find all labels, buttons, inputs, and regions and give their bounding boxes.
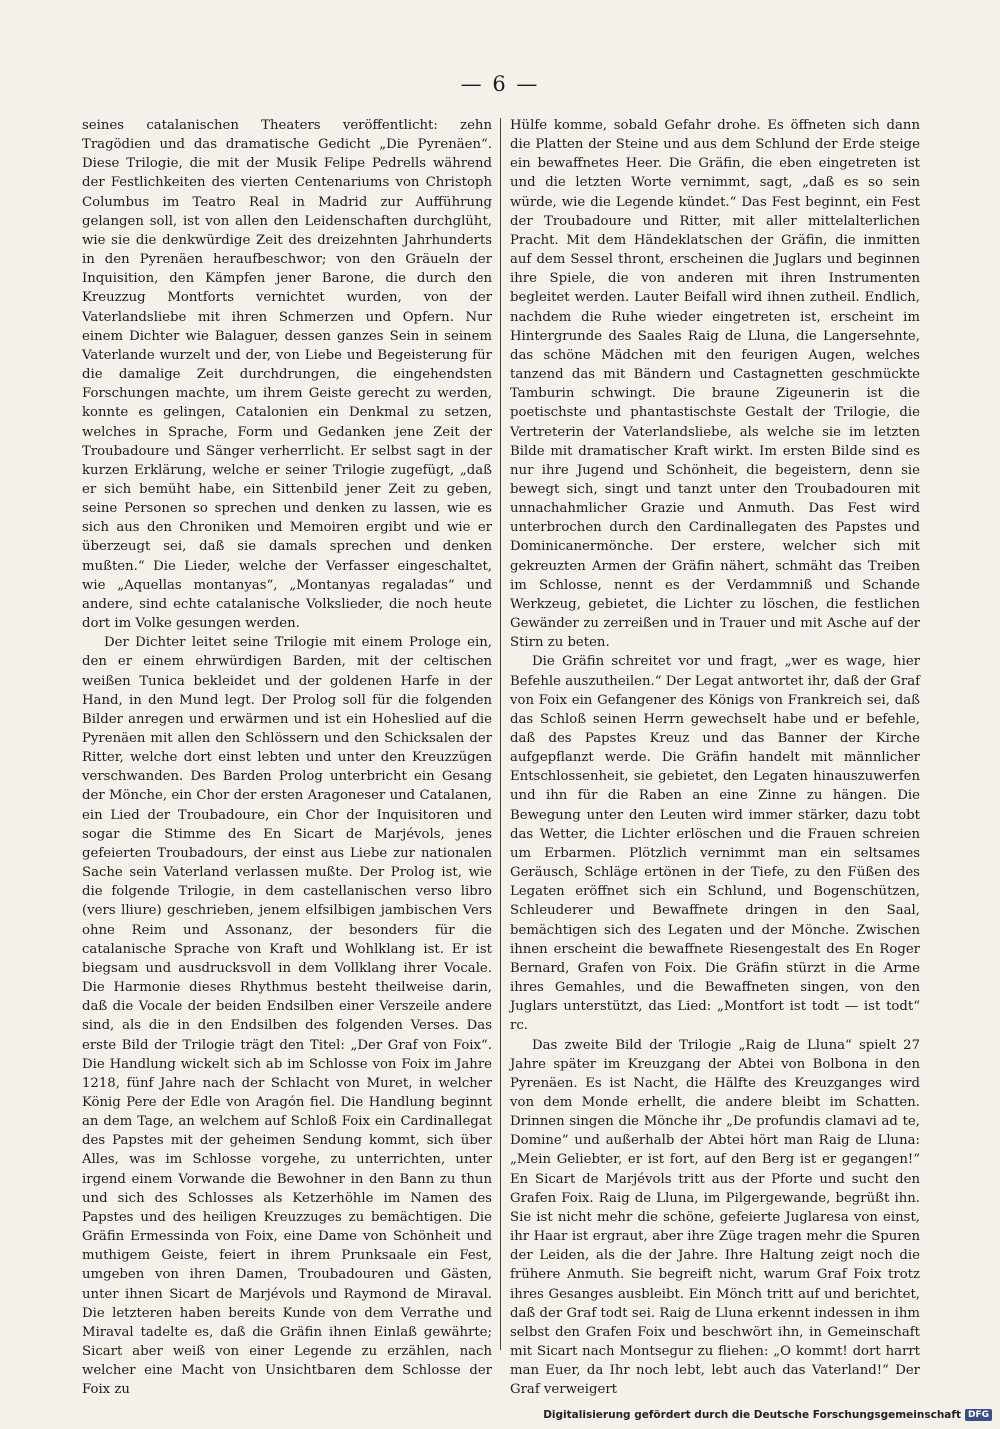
column-divider [500, 118, 501, 1350]
article-column-right [510, 116, 920, 1399]
paragraph: Die Gräfin schreitet vor und fragt, „wer es wage, hier Befehle auszutheilen.“ Der Legat antwortet ihr, daß der Graf von Foix ein Gefangener des Königs von Frankreich sei, daß das Schloß seinen Herrn gewechselt habe und er befehle, daß des Papstes Kreuz und das Banner der Kirche aufgepflanzt werde. Die Gräfin handelt mit männlicher Entschlossenheit, sie gebietet, den Legaten hinauszuwerfen und ihn für die Raben an eine Zinne zu hängen. Die Bewegung unter den Leuten wird immer stärker, dazu tobt das Wetter, die Lichter erlöschen und die Frauen schreien um Erbarmen. Plötzlich vernimmt man ein seltsames Geräusch, Schläge ertönen in der Tiefe, zu den Füßen des Legaten eröffnet sich ein Schlund, und Bogenschützen, Schleuderer und Bewaffnete dringen in den Saal, bemächtigen sich des Legaten und der Mönche. Zwischen ihnen erscheint die bewaffnete Riesengestalt des En Roger Bernard, Grafen von Foix. Die Gräfin stürzt in die Arme ihres Gemahles, und die Bewaffneten singen, von den Juglars unterstützt, das Lied: „Montfort ist todt — ist todt“ rc. [510, 654, 920, 1034]
article-column-left [82, 116, 492, 1399]
paragraph: Hülfe komme, sobald Gefahr drohe. Es öffneten sich dann die Platten der Steine und aus dem Schlund der Erde steige ein bewaffnetes Heer. Die Gräfin, die eben eingetreten ist und die letzten Worte vernimmt, sagt, „daß es so sein würde, wie die Legende kündet.“ Das Fest beginnt, ein Fest der Troubadoure und Ritter, mit aller mittelalterlichen Pracht. Mit dem Händeklatschen der Gräfin, die inmitten auf dem Sessel thront, erscheinen die Juglars und beginnen ihre Spiele, die von anderen mit ihren Instrumenten begleitet werden. Lauter Beifall wird ihnen zutheil. Endlich, nachdem die Ruhe wieder eingetreten ist, erscheint im Hintergrunde des Saales Raig de Lluna, die Langersehnte, das schöne Mädchen mit den feurigen Augen, welches tanzend das mit Bändern und Castagnetten geschmückte Tamburin schwingt. Die braune Zigeunerin ist die poetischste und phantastischste Gestalt der Trilogie, die Vertreterin der Vaterlandsliebe, als welche sie im letzten Bilde mit dramatischer Kraft wirkt. Im ersten Bilde sind es nur ihre Jugend und Schönheit, die begeistern, denn sie bewegt sich, singt und tanzt unter den Troubadouren mit unnachahmlicher Grazie und Anmuth. Das Fest wird unterbrochen durch den Cardinallegaten des Papstes und Dominicanermönche. Der erstere, welcher sich mit gekreuzten Armen der Gräfin nähert, schmäht das Treiben im Schlosse, nennt es der Verdammniß und Schande Werkzeug, gebietet, die Lichter zu löschen, die festlichen Gewänder zu zerreißen und in Trauer und mit Asche auf der Stirn zu beten. [510, 118, 920, 651]
footer-credit [543, 1409, 992, 1421]
footer-credit-text: Digitalisierung gefördert durch die Deutsche Forschungsgemeinschaft [543, 1409, 961, 1421]
paragraph: Der Dichter leitet seine Trilogie mit einem Prologe ein, den er einem ehrwürdigen Barden, mit der celtischen weißen Tunica bekleidet und der goldenen Harfe in der Hand, in den Mund legt. Der Prolog soll für die folgenden Bilder anregen und erwärmen und ist ein Hoheslied auf die Pyrenäen mit allen den Schlössern und den Schicksalen der Ritter, welche dort einst lebten und unter den Kreuzzügen verschwanden. Des Barden Prolog unterbricht ein Gesang der Mönche, ein Chor der ersten Aragoneser und Catalanen, ein Lied der Troubadoure, ein Chor der Inquisitoren und sogar die Stimme des En Sicart de Marjévols, jenes gefeierten Troubadours, der einst aus Liebe zur nationalen Sache sein Vaterland verlassen mußte. Der Prolog ist, wie die folgende Trilogie, in dem castellanischen verso libro (vers lliure) geschrieben, jenem elfsilbigen jambischen Vers ohne Reim und Assonanz, der besonders für die catalanische Sprache von Kraft und Wohlklang ist. Er ist biegsam und ausdrucksvoll in dem Vollklang ihrer Vocale. Die Harmonie dieses Rhythmus besteht theilweise darin, daß die Vocale der beiden Endsilben einer Verszeile andere sind, als die in den Endsilben des folgenden Verses. Das erste Bild der Trilogie trägt den Titel: „Der Graf von Foix“. Die Handlung wickelt sich ab im Schlosse von Foix im Jahre 1218, fünf Jahre nach der Schlacht von Muret, in welcher König Pere der Edle von Aragón fiel. Die Handlung beginnt an dem Tage, an welchem auf Schloß Foix ein Cardinallegat des Papstes mit der geheimen Sendung kommt, sich über Alles, was im Schlosse vorgehe, zu unterrichten, unter irgend einem Vorwande die Bewohner in den Bann zu thun und sich des Schlosses als Ketzerhöhle im Namen des Papstes und des heiligen Kreuzzuges zu bemächtigen. Die Gräfin Ermessinda von Foix, eine Dame von Schönheit und muthigem Geiste, feiert in ihrem Prunksaale ein Fest, umgeben von ihren Damen, Troubadouren und Gästen, unter ihnen Sicart de Marjévols und Raymond de Miraval. Die letzteren haben bereits Kunde von dem Verrathe und Miraval tadelte es, daß die Gräfin ihnen Einlaß gewährte; Sicart aber weiß von einer Legende zu erzählen, nach welcher eine Macht von Unsichtbaren dem Schlosse der Foix zu [82, 635, 492, 1398]
paragraph: Das zweite Bild der Trilogie „Raig de Lluna“ spielt 27 Jahre später im Kreuzgang der Abtei von Bolbona in den Pyrenäen. Es ist Nacht, die Hälfte des Kreuzganges wird von dem Monde erhellt, die andere bleibt im Schatten. Drinnen singen die Mönche ihr „De profundis clamavi ad te, Domine“ und außerhalb der Abtei hört man Raig de Lluna: „Mein Geliebter, er ist fort, auf den Berg ist er gegangen!“ En Sicart de Marjévols tritt aus der Pforte und sucht den Grafen Foix. Raig de Lluna, im Pilgergewande, begrüßt ihn. Sie ist nicht mehr die schöne, gefeierte Juglaresa von einst, ihr Haar ist ergraut, aber ihre Züge tragen mehr die Spuren der Leiden, als die der Jahre. Ihre Haltung zeigt noch die frühere Anmuth. Sie begreift nicht, warum Graf Foix trotz ihres Gesanges ausbleibt. Ein Mönch tritt auf und berichtet, daß der Graf todt sei. Raig de Lluna erkennt indessen in ihm selbst den Grafen Foix und beschwört ihn, in Gemeinschaft mit Sicart nach Montsegur zu fliehen: „O kommt! dort harrt man Euer, da Ihr noch lebt, lebt auch das Vaterland!“ Der Graf verweigert [510, 1037, 920, 1398]
paragraph: seines catalanischen Theaters veröffentlicht: zehn Tragödien und das dramatische Gedicht „Die Pyrenäen“. Diese Trilogie, die mit der Musik Felipe Pedrells während der Festlichkeiten des vierten Centenariums von Christoph Columbus im Teatro Real in Madrid zur Aufführung gelangen soll, ist von allen den Leidenschaften durchglüht, wie sie die denkwürdige Zeit des dreizehnten Jahrhunderts in den Pyrenäen heraufbeschwor; von den Gräueln der Inquisition, den Kämpfen jener Barone, die durch den Kreuzzug Montforts vernichtet wurden, von der Vaterlandsliebe mit ihren Schmerzen und Opfern. Nur einem Dichter wie Balaguer, dessen ganzes Sein in seinem Vaterlande wurzelt und der, von Liebe und Begeisterung für die damalige Zeit durchdrungen, die eingehendsten Forschungen machte, um ihrem Geiste gerecht zu werden, konnte es gelingen, Catalonien ein Denkmal zu setzen, welches in Sprache, Form und Gedanken jene Zeit der Troubadoure und Sänger verherrlicht. Er selbst sagt in der kurzen Erklärung, welche er seiner Trilogie zugefügt, „daß er sich bemüht habe, ein Sittenbild jener Zeit zu geben, seine Personen so sprechen und denken zu lassen, wie es sich aus den Chroniken und Memoiren ergibt und wie er überzeugt sei, daß sie damals sprechen und denken mußten.“ Die Lieder, welche der Verfasser eingeschaltet, wie „Aquellas montanyas“, „Montanyas regaladas“ und andere, sind echte catalanische Volkslieder, die noch heute dort im Volke gesungen werden. [82, 118, 492, 632]
page-number: — 6 — [460, 72, 540, 96]
dfg-logo-icon: DFG [965, 1409, 992, 1421]
